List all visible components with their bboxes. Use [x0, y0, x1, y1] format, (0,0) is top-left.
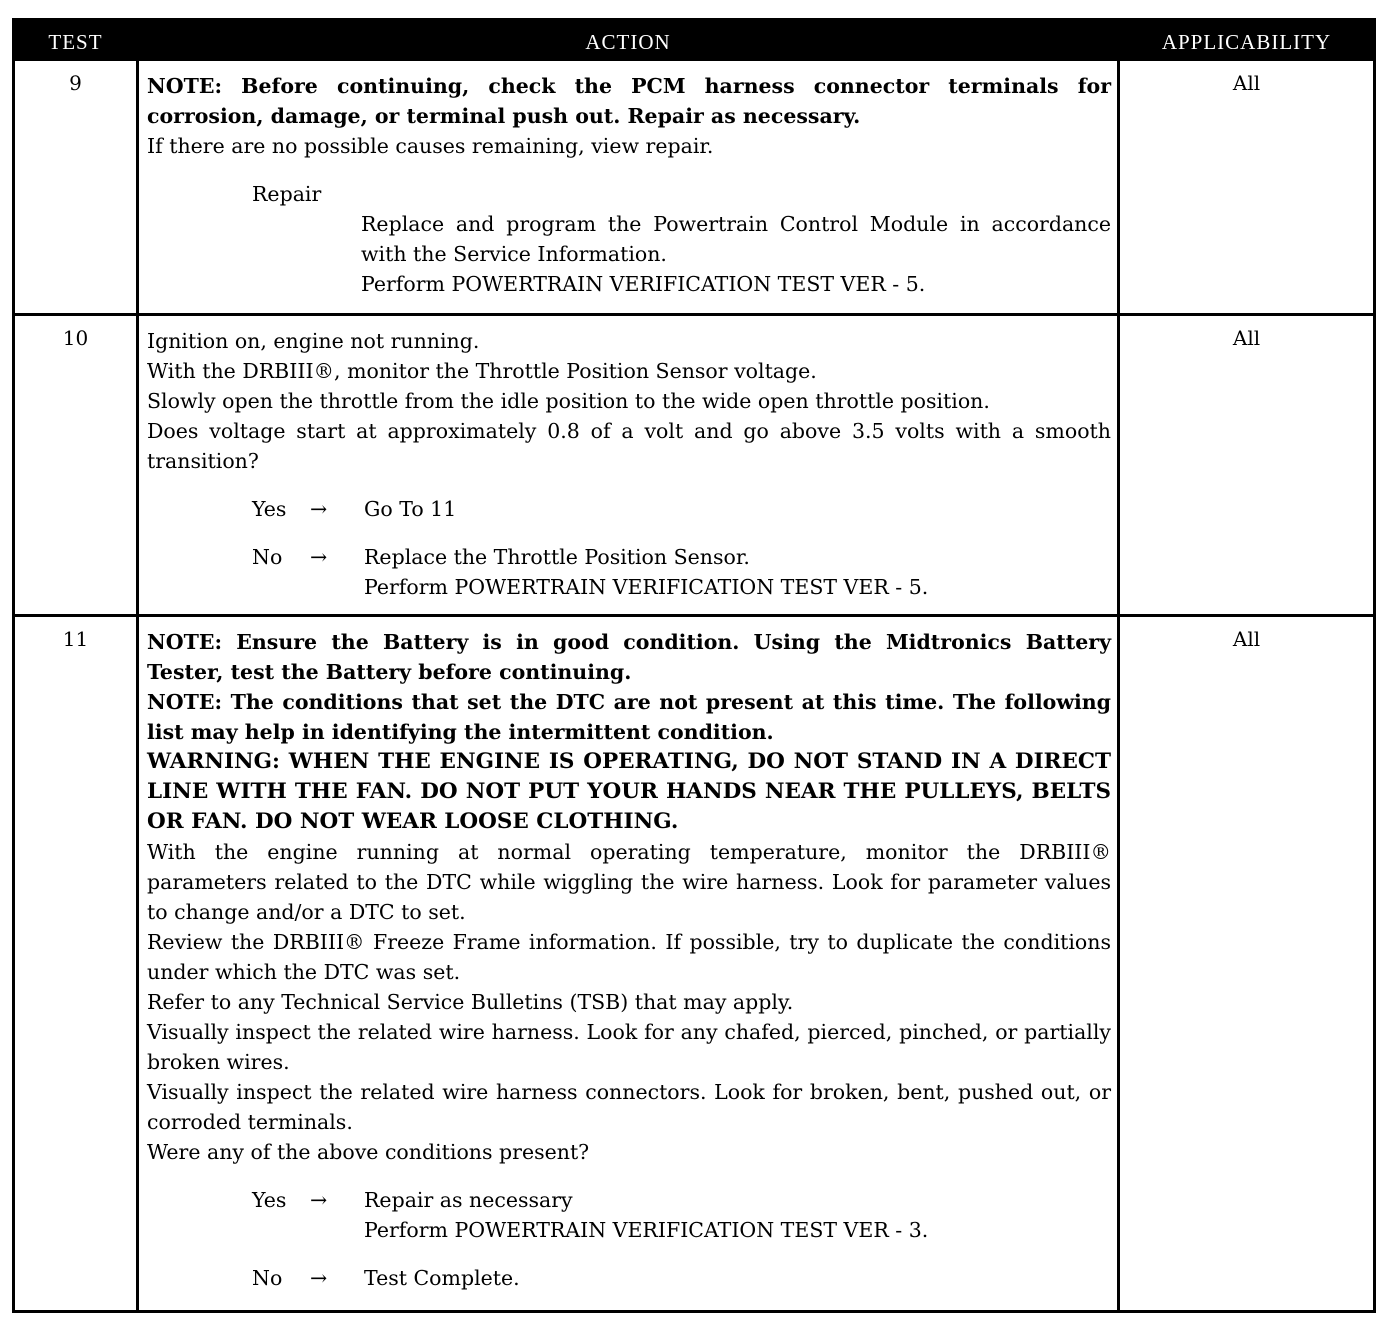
yes-label: Yes	[252, 497, 287, 521]
no-choice	[252, 1263, 1111, 1293]
arrow-icon: →	[310, 545, 328, 569]
repair-label: Repair	[252, 182, 322, 206]
yes-result: Go To 11	[364, 497, 457, 521]
action-text: Does voltage start at approximately 0.8 of a volt and go above 3.5 volts with a smooth transition?	[147, 419, 1111, 473]
test-number: 11	[62, 627, 89, 651]
header-action: ACTION	[585, 29, 671, 54]
note-text: NOTE: Before continuing, check the PCM harness connector terminals for corrosion, damage, or terminal push out. Repair as necessary.	[147, 74, 1111, 128]
no-result: Test Complete.	[364, 1266, 520, 1290]
action-text: With the DRBIII®, monitor the Throttle Position Sensor voltage.	[147, 359, 817, 383]
table-header	[15, 21, 1373, 61]
action-text: Slowly open the throttle from the idle position to the wide open throttle position.	[147, 389, 990, 413]
action-cell	[136, 617, 1120, 1310]
table-row	[15, 61, 1373, 313]
warning-text: WARNING: WHEN THE ENGINE IS OPERATING, DO NOT STAND IN A DIRECT LINE WITH THE FAN. DO NOT PUT YOUR HANDS NEAR THE PULLEYS, BELTS OR FAN. DO NOT WEAR LOOSE CLOTHING.	[147, 749, 1111, 834]
test-number: 10	[62, 326, 89, 350]
action-cell	[136, 316, 1120, 614]
header-applicability: APPLICABILITY	[1161, 29, 1332, 54]
action-text: If there are no possible causes remaining, view repair.	[147, 134, 714, 158]
table-row	[15, 313, 1373, 614]
action-text: Refer to any Technical Service Bulletins (TSB) that may apply.	[147, 990, 794, 1014]
no-label: No	[252, 1266, 283, 1290]
yes-choice	[252, 494, 1111, 524]
diagnostic-test-table	[12, 18, 1376, 1313]
table-row	[15, 614, 1373, 1310]
note-text: NOTE: The conditions that set the DTC are not present at this time. The following list may help in identifying the intermittent condition.	[147, 690, 1111, 744]
arrow-icon: →	[310, 497, 328, 521]
applicability-cell: All	[1232, 326, 1261, 350]
no-result-text: Replace the Throttle Position Sensor.	[364, 545, 750, 569]
no-perform-text: Perform POWERTRAIN VERIFICATION TEST VER - 5.	[364, 575, 929, 599]
applicability-cell: All	[1232, 71, 1261, 95]
action-text: Visually inspect the related wire harness connectors. Look for broken, bent, pushed out, or corroded terminals.	[147, 1080, 1111, 1134]
test-number: 9	[69, 71, 82, 95]
header-test: TEST	[48, 29, 103, 54]
no-result	[364, 542, 1111, 602]
action-cell	[136, 61, 1120, 313]
yes-perform-text: Perform POWERTRAIN VERIFICATION TEST VER - 3.	[364, 1218, 929, 1242]
yes-result	[364, 1185, 1111, 1245]
action-text: Visually inspect the related wire harness. Look for any chafed, pierced, pinched, or partially broken wires.	[147, 1020, 1111, 1074]
yes-result-text: Repair as necessary	[364, 1188, 573, 1212]
arrow-icon: →	[310, 1188, 328, 1212]
yes-choice	[252, 1185, 1111, 1245]
yes-label: Yes	[252, 1188, 287, 1212]
action-text: With the engine running at normal operating temperature, monitor the DRBIII® parameters related to the DTC while wiggling the wire harness. Look for parameter values to change and/or a DTC to set.	[147, 840, 1111, 924]
arrow-icon: →	[310, 1266, 328, 1290]
action-text: Ignition on, engine not running.	[147, 329, 480, 353]
repair-perform: Perform POWERTRAIN VERIFICATION TEST VER - 5.	[361, 272, 926, 296]
action-text: Were any of the above conditions present?	[147, 1140, 590, 1164]
note-text: NOTE: Ensure the Battery is in good condition. Using the Midtronics Battery Tester, test the Battery before continuing.	[147, 630, 1111, 684]
no-choice	[252, 542, 1111, 602]
no-label: No	[252, 545, 283, 569]
repair-text: Replace and program the Powertrain Control Module in accordance with the Service Information.	[361, 212, 1111, 266]
action-text: Review the DRBIII® Freeze Frame information. If possible, try to duplicate the conditions under which the DTC was set.	[147, 930, 1111, 984]
applicability-cell: All	[1232, 627, 1261, 651]
